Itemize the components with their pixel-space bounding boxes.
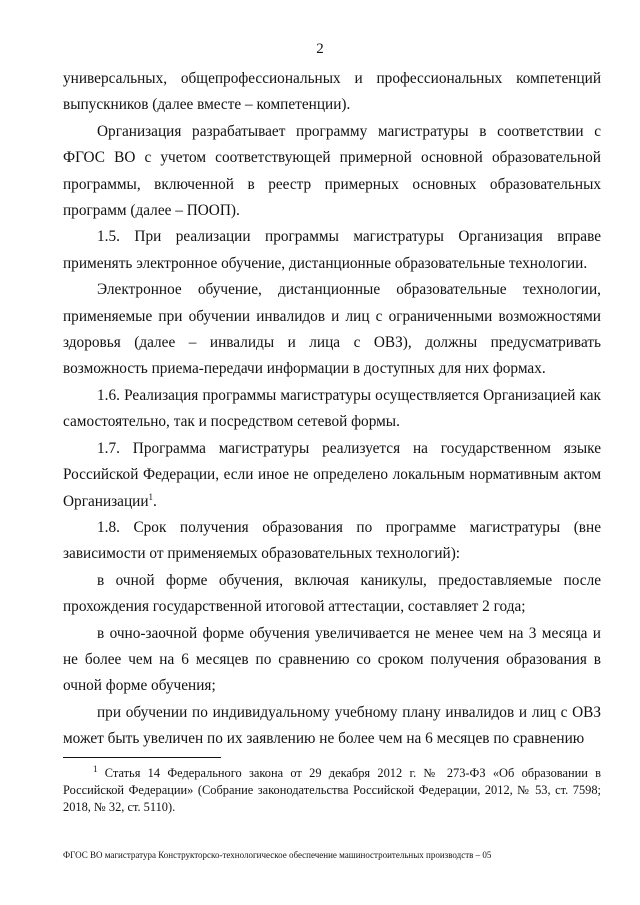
paragraph-tail: . [153, 492, 157, 510]
paragraph: 1.8. Срок получения образования по программе магистратуры (вне зависимости от применяемых образовательных технологий): [63, 518, 601, 563]
paragraph: при обучении по индивидуальному учебному плану инвалидов и лиц с ОВЗ может быть увеличен по их заявлению не более чем на 6 месяцев по сравнению [63, 703, 601, 748]
paragraph-with-footnote [63, 436, 601, 515]
page-footer: ФГОС ВО магистратура Конструкторско-технологическое обеспечение машиностроительных производств – 05 [63, 850, 492, 860]
footnote-marker: 1 [93, 763, 98, 774]
document-body [63, 66, 601, 753]
paragraph: 1.6. Реализация программы магистратуры осуществляется Организацией как самостоятельно, так и посредством сетевой формы. [63, 386, 601, 431]
paragraph: Организация разрабатывает программу магистратуры в соответствии с ФГОС ВО с учетом соответствующей примерной основной образовательной программы, включенной в реестр примерных основных образовательных программ (далее – ПООП). [63, 122, 601, 220]
footnote [63, 765, 601, 816]
paragraph-text: 1.7. Программа магистратуры реализуется на государственном языке Российской Федерации, если иное не определено локальным нормативным актом Организации [63, 439, 601, 510]
paragraph: Электронное обучение, дистанционные образовательные технологии, применяемые при обучении инвалидов и лиц с ограниченными возможностями здоровья (далее – инвалиды и лица с ОВЗ), должны предусматривать возможность приема-передачи информации в доступных для них формах. [63, 281, 601, 378]
footnote-reference[interactable]: 1 [148, 491, 154, 502]
paragraph: в очно-заочной форме обучения увеличивается не менее чем на 3 месяца и не более чем на 6 месяцев по сравнению со сроком получения образования в очной форме обучения; [63, 624, 601, 695]
footnote-divider [63, 757, 221, 758]
page-number: 2 [316, 41, 324, 57]
paragraph: 1.5. При реализации программы магистратуры Организация вправе применять электронное обучение, дистанционные образовательные технологии. [63, 228, 601, 272]
paragraph: в очной форме обучения, включая каникулы, предоставляемые после прохождения государственной итоговой аттестации, составляет 2 года; [63, 571, 601, 616]
paragraph: универсальных, общепрофессиональных и профессиональных компетенций выпускников (далее вместе – компетенции). [63, 70, 601, 114]
footnote-text: Статья 14 Федерального закона от 29 декабря 2012 г. № 273-ФЗ «Об образовании в Российской Федерации» (Собрание законодательства Российской Федерации, 2012, № 53, ст. 7598; 2018, № 32, ст. 5110). [63, 766, 601, 814]
